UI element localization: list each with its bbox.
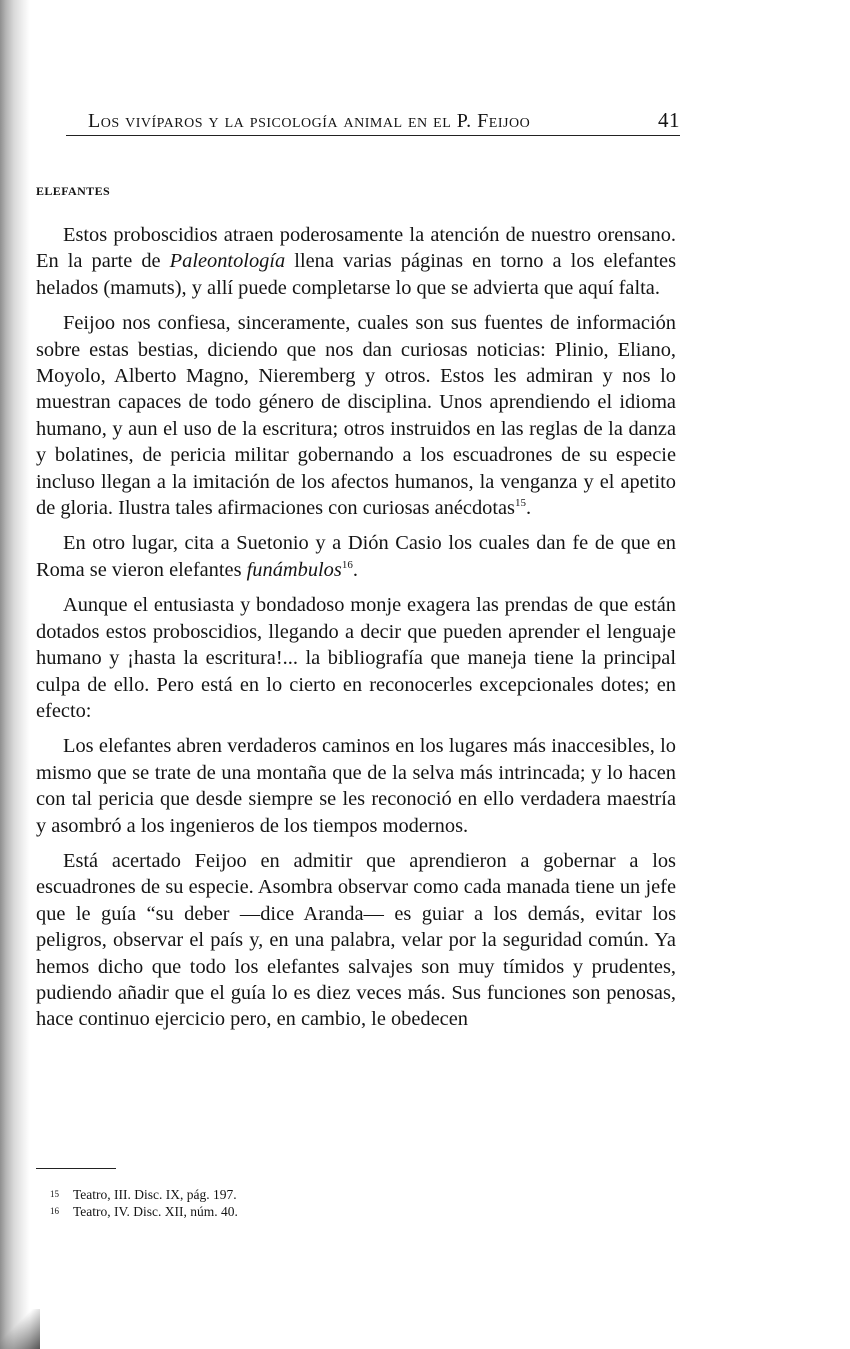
paragraph-text: Aunque el entusiasta y bondadoso monje exagera las prendas de que están dotados estos proboscidios, llegando a decir que pueden aprender el lenguaje humano y ¡hasta la escritura!... la bibliografía que maneja tiene la principal culpa de ello. Pero está en lo cierto en reconocerles excepcionales dotes; en efecto: (36, 594, 676, 722)
footnote (50, 1186, 238, 1203)
paragraph-2 (36, 310, 676, 521)
paragraph-text-end: . (526, 497, 532, 520)
paragraph-3 (36, 530, 676, 583)
page-number: 41 (658, 108, 680, 132)
section-heading: ELEFANTES (36, 184, 111, 198)
paragraph-text: Está acertado Feijoo en admitir que aprendieron a gobernar a los escuadrones de su especie. Asombra observar como cada manada tiene un jefe que le guía “su deber —dice Aranda— es guiar a los demás, evitar los peligros, observar el país y, en una palabra, velar por la seguridad común. Ya hemos dicho que todo los elefantes salvajes son muy tímidos y prudentes, pudiendo añadir que el guía lo es diez veces más. Sus funciones son penosas, hace continuo ejercicio pero, en cambio, le obedecen (36, 849, 676, 1031)
footnote-ref-16: 16 (341, 559, 353, 572)
paragraph-6 (36, 848, 676, 1033)
book-binding-shadow (0, 0, 30, 1349)
paragraph-text: Los elefantes abren verdaderos caminos en los lugares más inaccesibles, lo mismo que se trate de una montaña que de la selva más intrincada; y lo hacen con tal pericia que desde siempre se les reconoció en ello verdadera maestría y asombró a los ingenieros de los tiempos modernos. (36, 735, 676, 837)
page-corner-shadow (0, 1309, 40, 1349)
paragraph-text: Estos proboscidios atraen poderosamente la atención de nuestro orensano. En la parte de (36, 224, 676, 273)
paragraph-1 (36, 222, 676, 301)
footnote-number: 16 (50, 1206, 59, 1216)
body-text (36, 222, 676, 1042)
paragraph-italic: funámbulos (246, 558, 342, 581)
footnote-ref-15: 15 (515, 497, 526, 510)
paragraph-4 (36, 592, 676, 724)
footnote-number: 15 (50, 1189, 59, 1199)
running-header (88, 108, 680, 133)
paragraph-text-end: llena varias páginas en torno a los elefantes helados (mamuts), y allí puede completarse lo que se advierta que aquí falta. (36, 250, 676, 299)
running-title: Los vivíparos y la psicología animal en el P. Feijoo (88, 110, 531, 132)
footnote-text: Teatro, III. Disc. IX, pág. 197. (73, 1187, 237, 1202)
footnote-text: Teatro, IV. Disc. XII, núm. 40. (73, 1204, 238, 1219)
paragraph-text: En otro lugar, cita a Suetonio y a Dión Casio los cuales dan fe de que en Roma se vieron elefantes (36, 532, 676, 581)
footnote-rule (36, 1168, 116, 1169)
paragraph-5 (36, 733, 676, 839)
footnotes (50, 1186, 238, 1220)
paragraph-italic: Paleontología (169, 250, 286, 273)
header-rule (66, 135, 680, 136)
paragraph-text: Feijoo nos confiesa, sinceramente, cuales son sus fuentes de información sobre estas bestias, diciendo que nos dan curiosas noticias: Plinio, Eliano, Moyolo, Alberto Magno, Nieremberg y otros. Estos les admiran y nos lo muestran capaces de todo género de disciplina. Unos aprendiendo el idioma humano, y aun el uso de la escritura; otros instruidos en las reglas de la danza y bolatines, de pericia militar gobernando a los escuadrones de su especie incluso llegan a la imitación de los afectos humanos, la venganza y el apetito de gloria. Ilustra tales afirmaciones con curiosas anécdotas (36, 312, 676, 520)
paragraph-text-end: . (352, 558, 358, 581)
footnote (50, 1203, 238, 1220)
